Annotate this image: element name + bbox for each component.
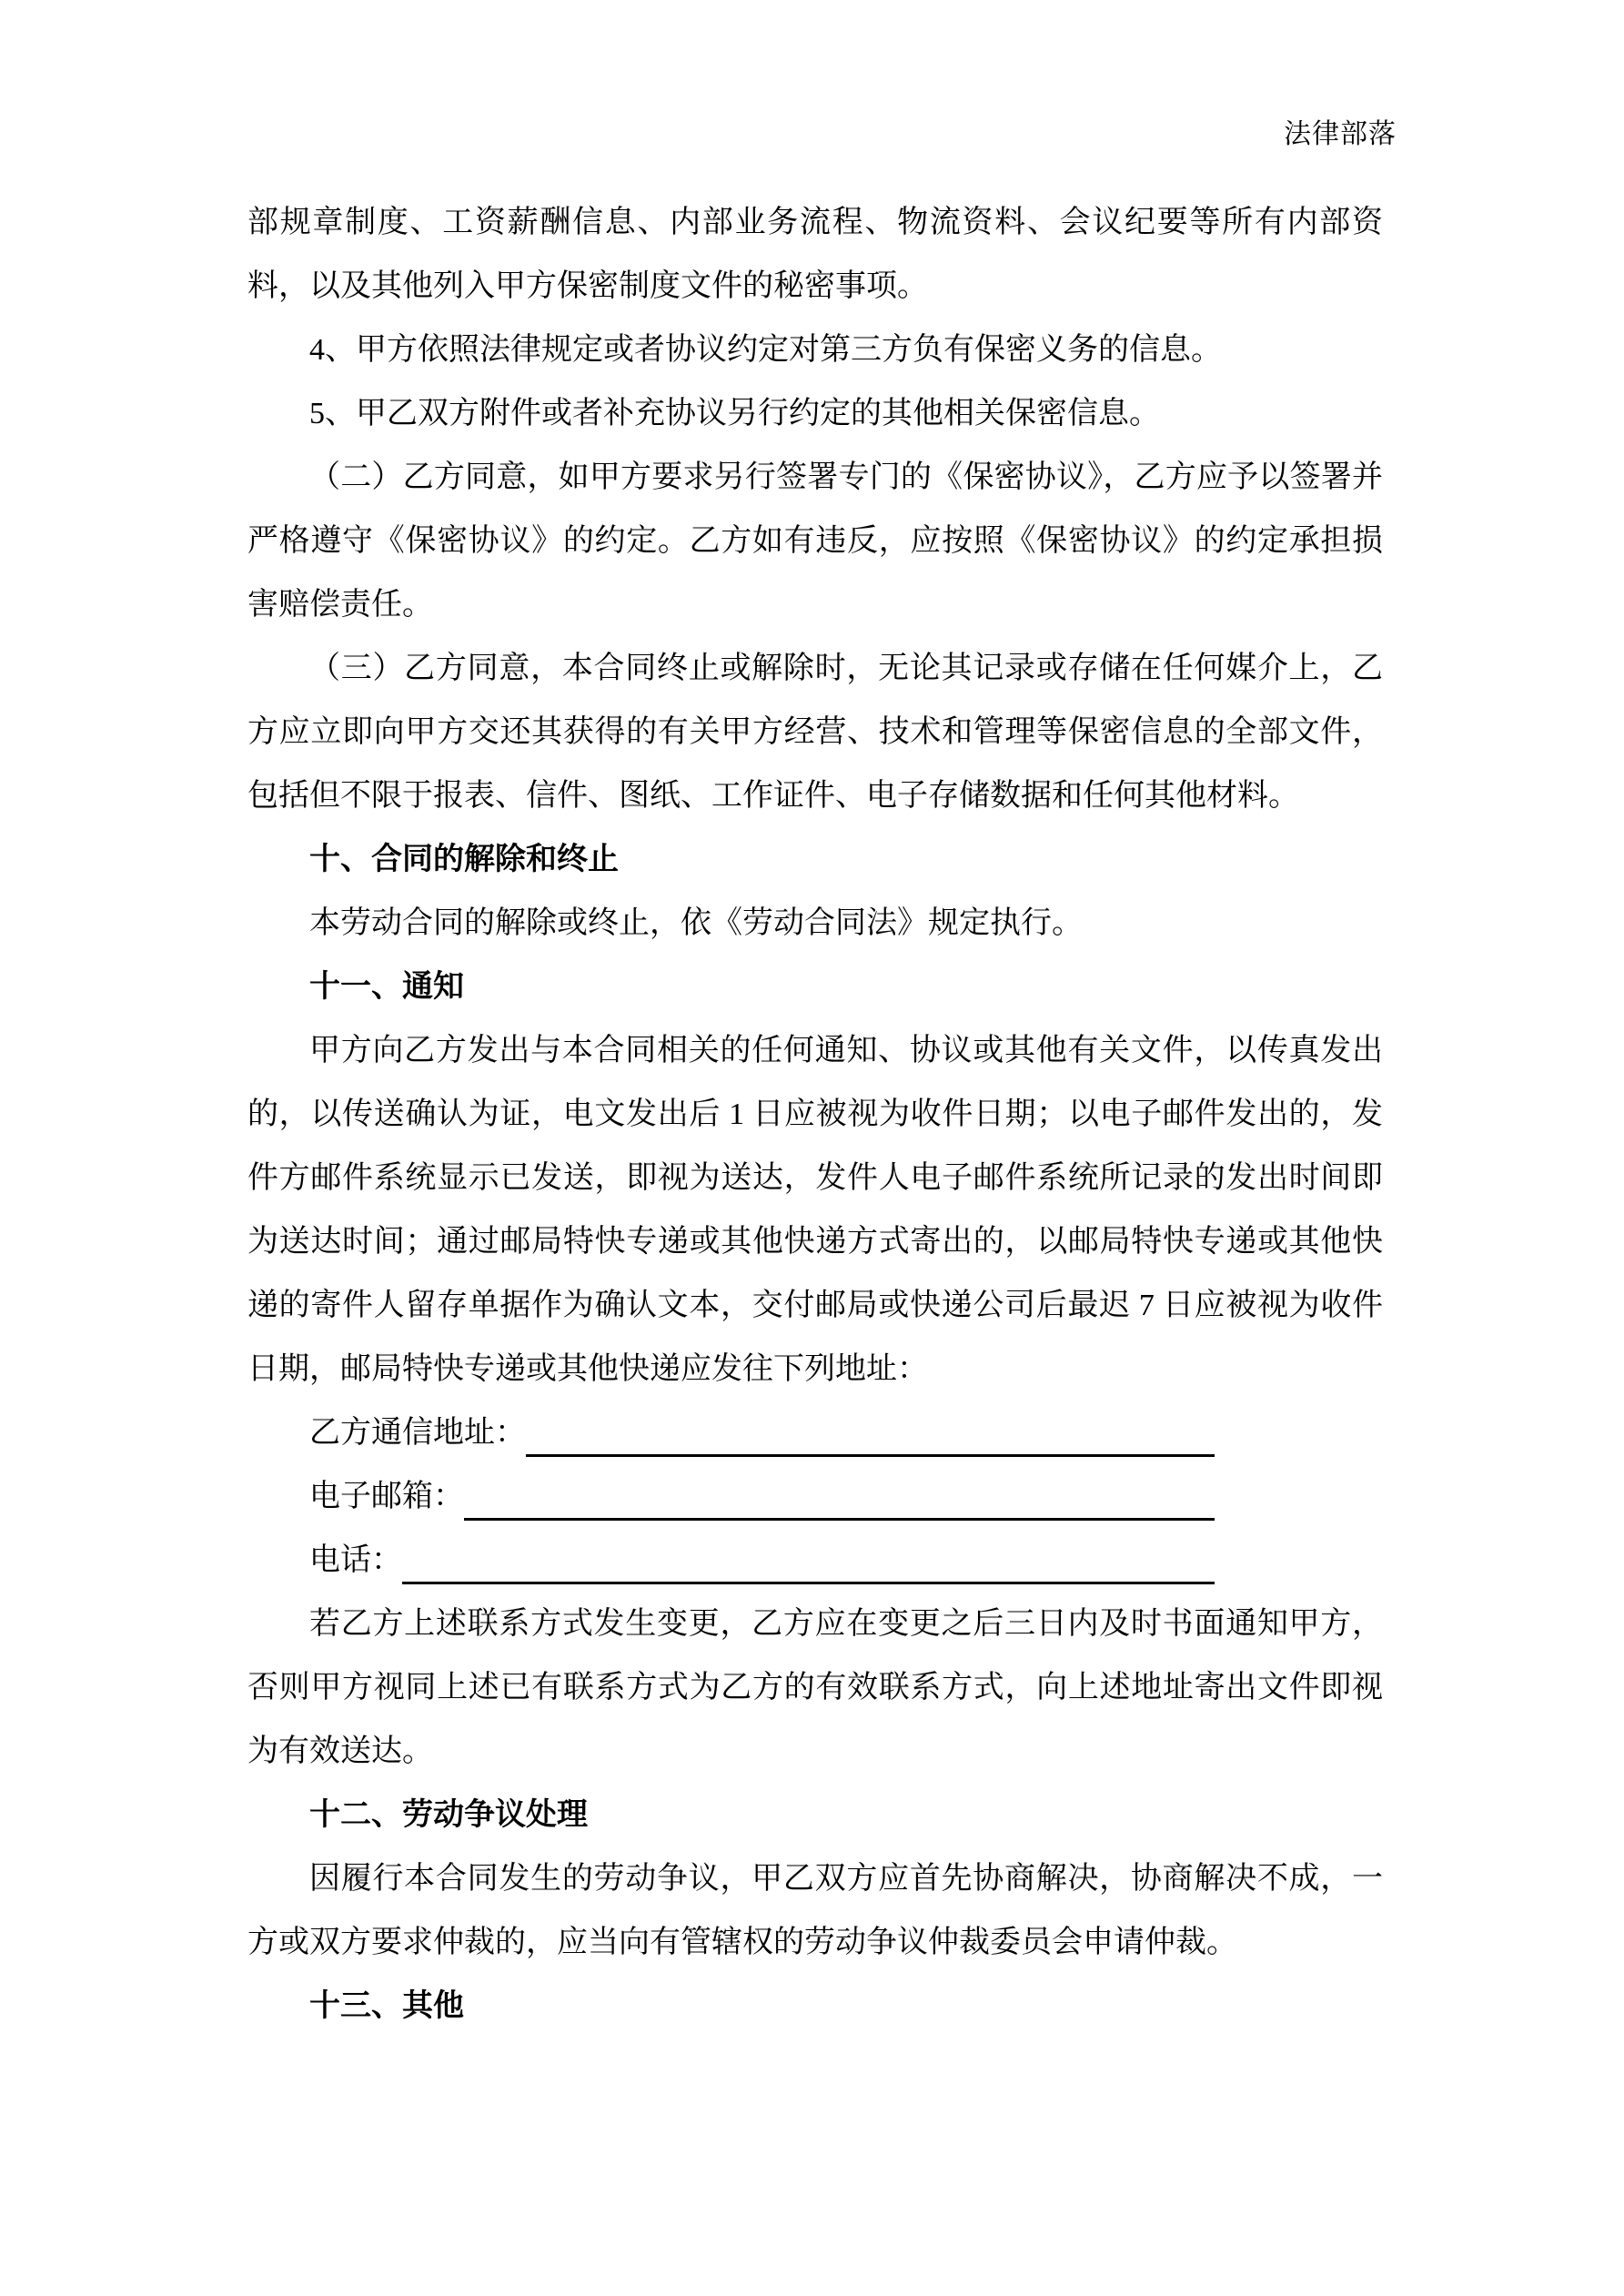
site-watermark: 法律部落: [1284, 119, 1397, 149]
paragraph: （二）乙方同意，如甲方要求另行签署专门的《保密协议》，乙方应予以签署并严格遵守《保密协议》的约定。乙方如有违反，应按照《保密协议》的约定承担损害赔偿责任。: [247, 460, 1383, 622]
paragraph: 因履行本合同发生的劳动争议，甲乙双方应首先协商解决，协商解决不成，一方或双方要求仲裁的，应当向有管辖权的劳动争议仲裁委员会申请仲裁。: [247, 1862, 1383, 1959]
section-heading: 十一、通知: [309, 970, 464, 1004]
paragraph: 5、甲乙双方附件或者补充协议另行约定的其他相关保密信息。: [309, 397, 1160, 430]
form-blank-row: [247, 1465, 1215, 1529]
section-heading: 十三、其他: [309, 1989, 464, 2023]
field-label: 乙方通信地址：: [309, 1416, 526, 1450]
paragraph: 甲方向乙方发出与本合同相关的任何通知、协议或其他有关文件，以传真发出的，以传送确认为证，电文发出后 1 日应被视为收件日期；以电子邮件发出的，发件方邮件系统显示已发送，即视为送达，发件人电子邮件系统所记录的发出时间即为送达时间；通过邮局特快专递或其他快递方式寄出的，以邮局特快专递或其他快递的寄件人留存单据作为确认文本，交付邮局或快递公司后最迟 7 日应被视为收件日期，邮局特快专递或其他快递应发往下列地址：: [247, 1034, 1383, 1386]
document-content: [247, 191, 1383, 2038]
paragraph: （三）乙方同意，本合同终止或解除时，无论其记录或存储在任何媒介上，乙方应立即向甲方交还其获得的有关甲方经营、技术和管理等保密信息的全部文件，包括但不限于报表、信件、图纸、工作证件、电子存储数据和任何其他材料。: [247, 652, 1383, 813]
paragraph: 若乙方上述联系方式发生变更，乙方应在变更之后三日内及时书面通知甲方，否则甲方视同上述已有联系方式为乙方的有效联系方式，向上述地址寄出文件即视为有效送达。: [247, 1607, 1383, 1768]
field-label: 电话：: [309, 1543, 402, 1577]
form-blank-row: [247, 1529, 1215, 1593]
form-blank-row: [247, 1401, 1215, 1465]
section-heading: 十二、劳动争议处理: [309, 1798, 588, 1832]
fill-in-blank-line: [402, 1529, 1215, 1584]
paragraph: 部规章制度、工资薪酬信息、内部业务流程、物流资料、会议纪要等所有内部资料，以及其他列入甲方保密制度文件的秘密事项。: [247, 206, 1383, 303]
paragraph: 本劳动合同的解除或终止，依《劳动合同法》规定执行。: [309, 906, 1083, 940]
field-label: 电子邮箱：: [309, 1480, 464, 1513]
fill-in-blank-line: [464, 1465, 1215, 1521]
section-heading: 十、合同的解除和终止: [309, 843, 619, 876]
fill-in-blank-line: [526, 1401, 1215, 1457]
paragraph: 4、甲方依照法律规定或者协议约定对第三方负有保密义务的信息。: [309, 333, 1222, 367]
